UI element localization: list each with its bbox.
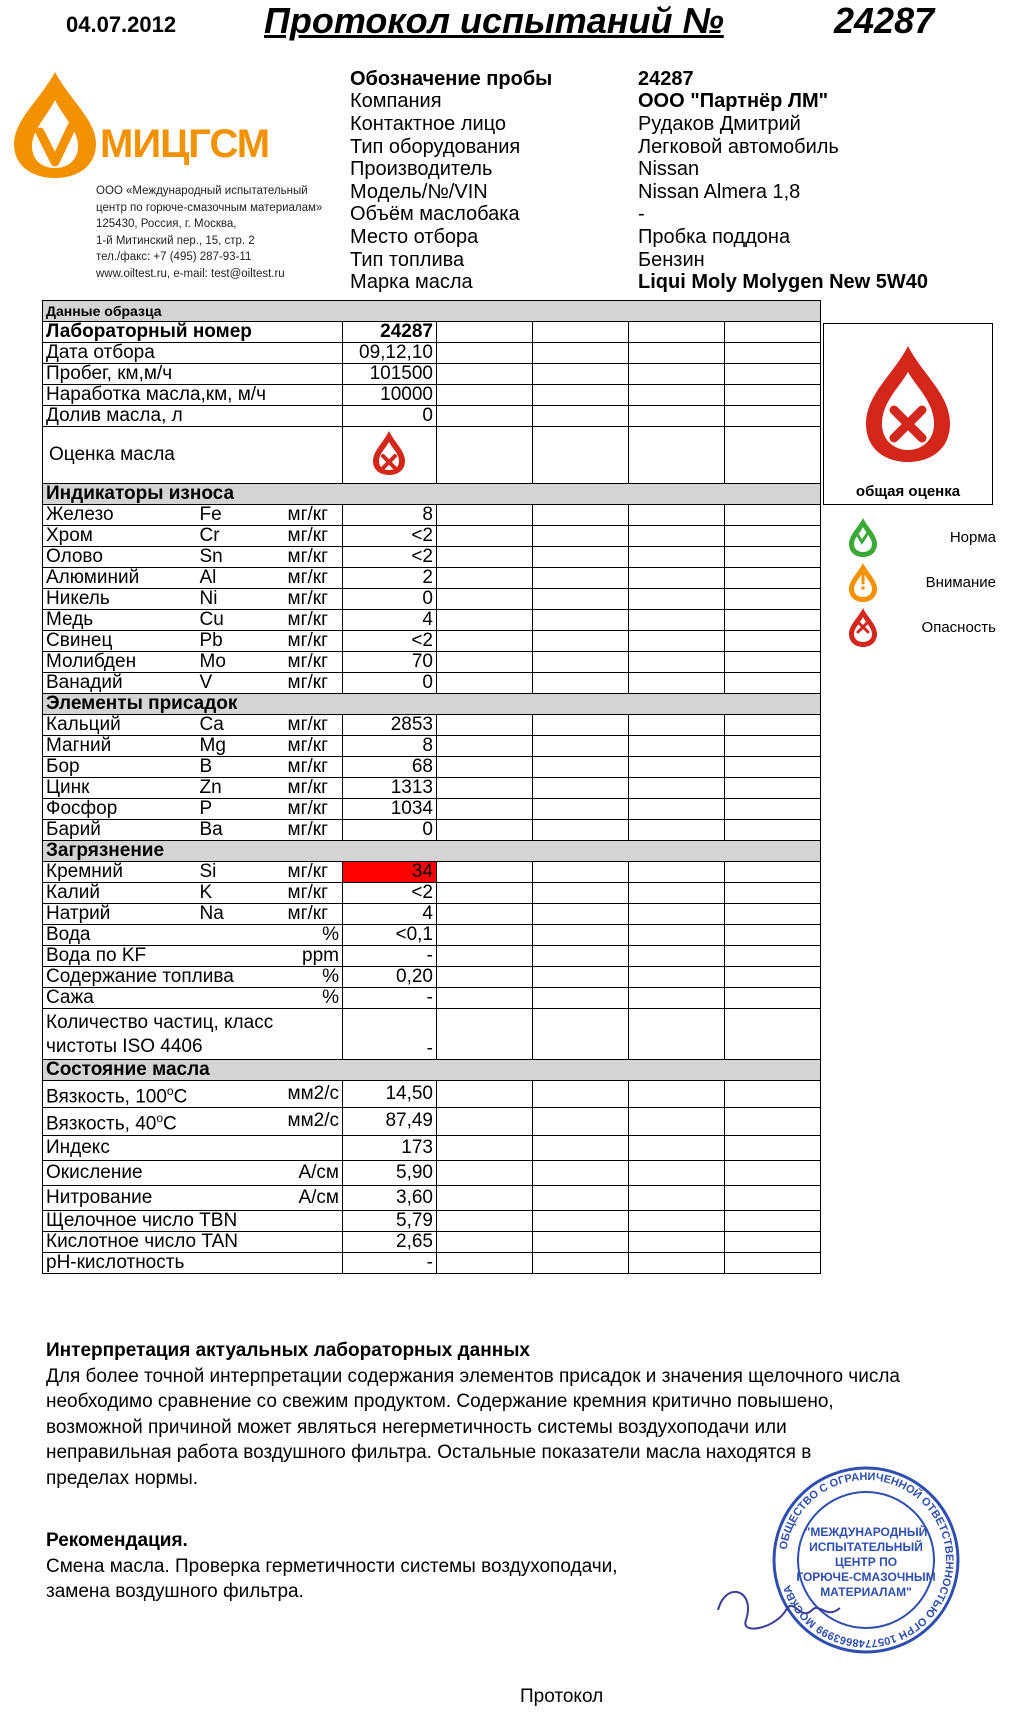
company-logo bbox=[10, 70, 300, 180]
protocol-number: 24287 bbox=[834, 0, 935, 41]
element-symbol: Zn bbox=[197, 778, 285, 799]
sample-info-label: Тип топлива bbox=[350, 248, 465, 271]
param-name: Сажа bbox=[43, 988, 285, 1009]
element-unit: мг/кг bbox=[285, 820, 343, 841]
element-symbol: Pb bbox=[197, 631, 285, 652]
particles-label bbox=[43, 1009, 343, 1060]
element-unit: мг/кг bbox=[285, 610, 343, 631]
element-unit: мг/кг bbox=[285, 652, 343, 673]
param-unit bbox=[285, 1210, 343, 1231]
section-header: Загрязнение bbox=[43, 841, 821, 862]
element-symbol: Ba bbox=[197, 820, 285, 841]
sample-info-label: Контактное лицо bbox=[350, 112, 507, 135]
logo-line: 1-й Митинский пер., 15, стр. 2 bbox=[96, 234, 255, 247]
element-symbol: K bbox=[197, 883, 285, 904]
element-value: <2 bbox=[342, 631, 436, 652]
svg-text:ИСПЫТАТЕЛЬНЫЙ: ИСПЫТАТЕЛЬНЫЙ bbox=[809, 1540, 923, 1554]
element-name: Кремний bbox=[43, 862, 197, 883]
lab-number-label: Лабораторный номер bbox=[43, 322, 343, 343]
viscosity-unit: мм2/с bbox=[285, 1081, 343, 1108]
param-unit bbox=[285, 1231, 343, 1252]
celsius: C bbox=[173, 1086, 188, 1108]
table-row bbox=[43, 988, 821, 1009]
sample-info-row bbox=[350, 181, 990, 204]
row-label: Дата отбора bbox=[43, 343, 343, 364]
company-address bbox=[96, 183, 322, 282]
row-value: 0 bbox=[342, 406, 436, 427]
svg-text:МАТЕРИАЛАМ": МАТЕРИАЛАМ" bbox=[820, 1585, 912, 1599]
element-name: Алюминий bbox=[43, 568, 197, 589]
element-value: <2 bbox=[342, 526, 436, 547]
element-value: 1313 bbox=[342, 778, 436, 799]
recommendation-title: Рекомендация. bbox=[46, 1530, 188, 1551]
table-row bbox=[43, 406, 821, 427]
footer-label: Протокол bbox=[520, 1686, 604, 1707]
element-unit: мг/кг bbox=[285, 526, 343, 547]
param-unit: % bbox=[285, 967, 343, 988]
table-row bbox=[43, 427, 821, 484]
legend-label: Внимание bbox=[925, 574, 996, 591]
element-name: Ванадий bbox=[43, 673, 197, 694]
sample-info-value: Рудаков Дмитрий bbox=[638, 112, 801, 135]
sample-info bbox=[350, 68, 990, 294]
table-row bbox=[43, 841, 821, 862]
svg-text:ОБЩЕСТВО С ОГРАНИЧЕННОЙ ОТВЕТС: ОБЩЕСТВО С ОГРАНИЧЕННОЙ ОТВЕТСТВЕННОСТЬЮ ОГРН 1057748663999 МОСКВА bbox=[777, 1470, 956, 1650]
table-row bbox=[43, 820, 821, 841]
element-unit: мг/кг bbox=[285, 778, 343, 799]
element-name: Кальций bbox=[43, 715, 197, 736]
warning-drop-icon bbox=[846, 562, 880, 604]
logo-line: ООО «Международный испытательный bbox=[96, 185, 308, 197]
element-name: Калий bbox=[43, 883, 197, 904]
logo-line: центр по горюче-смазочным материалам» bbox=[96, 201, 323, 214]
element-symbol: Mg bbox=[197, 736, 285, 757]
param-unit bbox=[285, 1135, 343, 1160]
protocol-date: 04.07.2012 bbox=[66, 12, 177, 37]
sample-value: 24287 bbox=[638, 67, 694, 90]
ok-drop-icon bbox=[846, 517, 880, 559]
element-name: Фосфор bbox=[43, 799, 197, 820]
row-label: Пробег, км,м/ч bbox=[43, 364, 343, 385]
logo-line: www.oiltest.ru, e-mail: test@oiltest.ru bbox=[96, 267, 285, 280]
page-title: Протокол испытаний № bbox=[264, 0, 724, 41]
param-value: 5,79 bbox=[342, 1210, 436, 1231]
element-unit: мг/кг bbox=[285, 505, 343, 526]
sample-info-label: Марка масла bbox=[350, 271, 473, 294]
table-row bbox=[43, 799, 821, 820]
element-unit: мг/кг bbox=[285, 631, 343, 652]
viscosity-unit: мм2/с bbox=[285, 1108, 343, 1135]
param-unit: А/см bbox=[285, 1160, 343, 1185]
element-symbol: V bbox=[197, 673, 285, 694]
element-name: Барий bbox=[43, 820, 197, 841]
element-name: Молибден bbox=[43, 652, 197, 673]
sample-info-value: Nissan bbox=[638, 158, 700, 181]
table-row bbox=[43, 484, 821, 505]
sample-info-value: Nissan Almera 1,8 bbox=[638, 180, 801, 203]
table-row bbox=[43, 1210, 821, 1231]
section-header: Индикаторы износа bbox=[43, 484, 821, 505]
legend-label: Норма bbox=[949, 529, 996, 546]
logo-line: 125430, Россия, г. Москва, bbox=[96, 218, 237, 230]
table-row bbox=[43, 589, 821, 610]
degree-sign: o bbox=[156, 1111, 164, 1126]
table-row bbox=[43, 1081, 821, 1108]
recommendation-line: замена воздушного фильтра. bbox=[46, 1581, 304, 1602]
sample-info-value: ООО "Партнёр ЛМ" bbox=[638, 90, 829, 113]
table-row bbox=[43, 652, 821, 673]
param-name: pH-кислотность bbox=[43, 1252, 285, 1273]
element-name: Натрий bbox=[43, 904, 197, 925]
sample-info-value: Пробка поддона bbox=[638, 225, 791, 248]
element-value: 4 bbox=[342, 904, 436, 925]
sample-info-value: Легковой автомобиль bbox=[638, 135, 839, 158]
param-unit bbox=[285, 1252, 343, 1273]
sample-info-row bbox=[350, 249, 990, 272]
table-row bbox=[43, 631, 821, 652]
element-symbol: Cr bbox=[197, 526, 285, 547]
table-row bbox=[43, 1185, 821, 1210]
element-unit: мг/кг bbox=[285, 904, 343, 925]
lab-number-value: 24287 bbox=[342, 322, 436, 343]
row-value: 101500 bbox=[342, 364, 436, 385]
sample-info-label: Компания bbox=[350, 90, 442, 113]
table-row bbox=[43, 862, 821, 883]
table-row bbox=[43, 925, 821, 946]
element-symbol: Mo bbox=[197, 652, 285, 673]
element-symbol: B bbox=[197, 757, 285, 778]
viscosity-text: Вязкость, 40 bbox=[46, 1113, 157, 1135]
element-symbol: Ca bbox=[197, 715, 285, 736]
element-unit: мг/кг bbox=[285, 568, 343, 589]
row-label: Наработка масла,км, м/ч bbox=[43, 385, 343, 406]
table-row bbox=[43, 778, 821, 799]
oil-rating-cell bbox=[342, 427, 436, 484]
sample-info-row bbox=[350, 271, 990, 294]
celsius: C bbox=[163, 1113, 177, 1135]
element-symbol: P bbox=[197, 799, 285, 820]
sample-info-label: Модель/№/VIN bbox=[350, 180, 488, 203]
table-row bbox=[43, 610, 821, 631]
table-row bbox=[43, 1060, 821, 1081]
table-row bbox=[43, 1252, 821, 1273]
element-unit: мг/кг bbox=[285, 589, 343, 610]
element-name: Хром bbox=[43, 526, 197, 547]
svg-text:"МЕЖДУНАРОДНЫЙ: "МЕЖДУНАРОДНЫЙ bbox=[804, 1525, 928, 1539]
table-row bbox=[43, 1160, 821, 1185]
param-unit: ppm bbox=[285, 946, 343, 967]
table-row bbox=[43, 1231, 821, 1252]
table-row bbox=[43, 526, 821, 547]
table-row bbox=[43, 343, 821, 364]
param-name: Индекс bbox=[43, 1135, 285, 1160]
viscosity-value: 14,50 bbox=[342, 1081, 436, 1108]
param-value: - bbox=[342, 946, 436, 967]
row-value: 10000 bbox=[342, 385, 436, 406]
element-name: Магний bbox=[43, 736, 197, 757]
sample-info-label: Объём маслобака bbox=[350, 203, 520, 226]
svg-text:ЦЕНТР ПО: ЦЕНТР ПО bbox=[834, 1555, 898, 1569]
param-value: - bbox=[342, 1252, 436, 1273]
table-row bbox=[43, 568, 821, 589]
table-row bbox=[43, 673, 821, 694]
param-unit: % bbox=[285, 988, 343, 1009]
param-name: Нитрование bbox=[43, 1185, 285, 1210]
table-row bbox=[43, 883, 821, 904]
sample-info-row bbox=[350, 158, 990, 181]
particles-line: чистоты ISO 4406 bbox=[46, 1036, 203, 1057]
table-row bbox=[43, 1009, 821, 1060]
param-name: Кислотное число TAN bbox=[43, 1231, 285, 1252]
table-row bbox=[43, 715, 821, 736]
element-unit: мг/кг bbox=[285, 799, 343, 820]
element-unit: мг/кг bbox=[285, 736, 343, 757]
param-name: Содержание топлива bbox=[43, 967, 285, 988]
param-name: Окисление bbox=[43, 1160, 285, 1185]
param-name: Вода по KF bbox=[43, 946, 285, 967]
param-value: 0,20 bbox=[342, 967, 436, 988]
param-name: Щелочное число TBN bbox=[43, 1210, 285, 1231]
oil-rating-label: Оценка масла bbox=[43, 427, 343, 484]
sample-info-value: - bbox=[638, 203, 645, 226]
interpretation-line: возможной причиной может являться негерметичность системы воздухоподачи или bbox=[46, 1416, 787, 1438]
legend-label: Опасность bbox=[921, 619, 996, 636]
viscosity-label bbox=[43, 1108, 285, 1135]
element-value: 2 bbox=[342, 568, 436, 589]
param-value: <0,1 bbox=[342, 925, 436, 946]
row-value: 09,12,10 bbox=[342, 343, 436, 364]
element-symbol: Fe bbox=[197, 505, 285, 526]
table-row bbox=[43, 1108, 821, 1135]
interpretation-title: Интерпретация актуальных лабораторных данных bbox=[46, 1340, 530, 1361]
interpretation-line: Для более точной интерпретации содержания элементов присадок и значения щелочного числа bbox=[46, 1365, 900, 1387]
element-unit: мг/кг bbox=[285, 547, 343, 568]
section-header: Элементы присадок bbox=[43, 694, 821, 715]
overall-rating-label: общая оценка bbox=[855, 483, 961, 500]
sample-info-row bbox=[350, 91, 990, 114]
element-value: 68 bbox=[342, 757, 436, 778]
element-symbol: Ni bbox=[197, 589, 285, 610]
sample-info-row bbox=[350, 136, 990, 159]
official-stamp bbox=[716, 1460, 966, 1660]
legend-item bbox=[846, 605, 996, 650]
viscosity-label bbox=[43, 1081, 285, 1108]
particles-value: - bbox=[342, 1009, 436, 1060]
table-row bbox=[43, 946, 821, 967]
element-value: 34 bbox=[342, 862, 436, 883]
param-value: - bbox=[342, 988, 436, 1009]
sample-info-row bbox=[350, 204, 990, 227]
section-header: Состояние масла bbox=[43, 1060, 821, 1081]
table-row bbox=[43, 505, 821, 526]
element-value: 8 bbox=[342, 505, 436, 526]
param-value: 173 bbox=[342, 1135, 436, 1160]
element-name: Никель bbox=[43, 589, 197, 610]
danger-drop-icon bbox=[824, 324, 992, 474]
element-name: Цинк bbox=[43, 778, 197, 799]
element-symbol: Al bbox=[197, 568, 285, 589]
element-value: 4 bbox=[342, 610, 436, 631]
recommendation bbox=[46, 1528, 746, 1605]
param-value: 5,90 bbox=[342, 1160, 436, 1185]
results-table bbox=[42, 300, 821, 1274]
table-row bbox=[43, 1135, 821, 1160]
sample-info-row bbox=[350, 226, 990, 249]
param-value: 2,65 bbox=[342, 1231, 436, 1252]
legend-item bbox=[846, 515, 996, 560]
svg-text:ГОРЮЧЕ-СМАЗОЧНЫМ: ГОРЮЧЕ-СМАЗОЧНЫМ bbox=[796, 1570, 936, 1584]
interpretation-line: пределах нормы. bbox=[46, 1467, 199, 1489]
element-name: Железо bbox=[43, 505, 197, 526]
sample-id-row bbox=[350, 68, 990, 91]
element-unit: мг/кг bbox=[285, 715, 343, 736]
particles-line: Количество частиц, класс bbox=[46, 1012, 274, 1033]
sample-info-row bbox=[350, 113, 990, 136]
legend-item bbox=[846, 560, 996, 605]
sample-info-value: Бензин bbox=[638, 248, 705, 271]
param-unit: % bbox=[285, 925, 343, 946]
element-value: 0 bbox=[342, 673, 436, 694]
table-row bbox=[43, 694, 821, 715]
element-value: 0 bbox=[342, 820, 436, 841]
table-row bbox=[43, 967, 821, 988]
param-unit: А/см bbox=[285, 1185, 343, 1210]
degree-sign: o bbox=[166, 1084, 174, 1098]
stamp-seal bbox=[716, 1460, 966, 1660]
viscosity-value: 87,49 bbox=[342, 1108, 436, 1135]
element-name: Бор bbox=[43, 757, 197, 778]
element-value: <2 bbox=[342, 883, 436, 904]
table-row bbox=[43, 547, 821, 568]
element-symbol: Cu bbox=[197, 610, 285, 631]
element-value: 1034 bbox=[342, 799, 436, 820]
section-header: Данные образца bbox=[43, 301, 821, 322]
table-row bbox=[43, 385, 821, 406]
element-unit: мг/кг bbox=[285, 673, 343, 694]
sample-info-label: Место отбора bbox=[350, 225, 479, 248]
table-row bbox=[43, 322, 821, 343]
row-label: Долив масла, л bbox=[43, 406, 343, 427]
sample-info-label: Тип оборудования bbox=[350, 135, 521, 158]
table-row bbox=[43, 757, 821, 778]
sample-info-label: Производитель bbox=[350, 158, 493, 181]
danger-drop-icon bbox=[846, 607, 880, 649]
logo-line: тел./факс: +7 (495) 287-93-11 bbox=[96, 251, 252, 263]
element-symbol: Si bbox=[197, 862, 285, 883]
overall-rating bbox=[823, 323, 993, 505]
element-name: Олово bbox=[43, 547, 197, 568]
sample-info-value: Liqui Moly Molygen New 5W40 bbox=[638, 271, 929, 294]
viscosity-text: Вязкость, 100 bbox=[46, 1086, 167, 1108]
element-unit: мг/кг bbox=[285, 757, 343, 778]
param-name: Вода bbox=[43, 925, 285, 946]
element-value: 8 bbox=[342, 736, 436, 757]
element-name: Свинец bbox=[43, 631, 197, 652]
element-unit: мг/кг bbox=[285, 883, 343, 904]
element-unit: мг/кг bbox=[285, 862, 343, 883]
table-row bbox=[43, 364, 821, 385]
table-row bbox=[43, 736, 821, 757]
element-name: Медь bbox=[43, 610, 197, 631]
table-row bbox=[43, 904, 821, 925]
interpretation-line: неправильная работа воздушного фильтра. Остальные показатели масла находятся в bbox=[46, 1442, 812, 1463]
element-value: <2 bbox=[342, 547, 436, 568]
element-value: 2853 bbox=[342, 715, 436, 736]
recommendation-line: Смена масла. Проверка герметичности системы воздухоподачи, bbox=[46, 1555, 618, 1577]
rating-legend bbox=[846, 515, 996, 650]
danger-drop-icon bbox=[369, 429, 409, 477]
logo-brand: МИЦГСМ bbox=[100, 122, 270, 166]
element-value: 70 bbox=[342, 652, 436, 673]
interpretation-line: необходимо сравнение со свежим продуктом. Содержание кремния критично повышено, bbox=[46, 1391, 834, 1412]
element-value: 0 bbox=[342, 589, 436, 610]
sample-label: Обозначение пробы bbox=[350, 67, 553, 90]
param-value: 3,60 bbox=[342, 1185, 436, 1210]
element-symbol: Na bbox=[197, 904, 285, 925]
element-symbol: Sn bbox=[197, 547, 285, 568]
